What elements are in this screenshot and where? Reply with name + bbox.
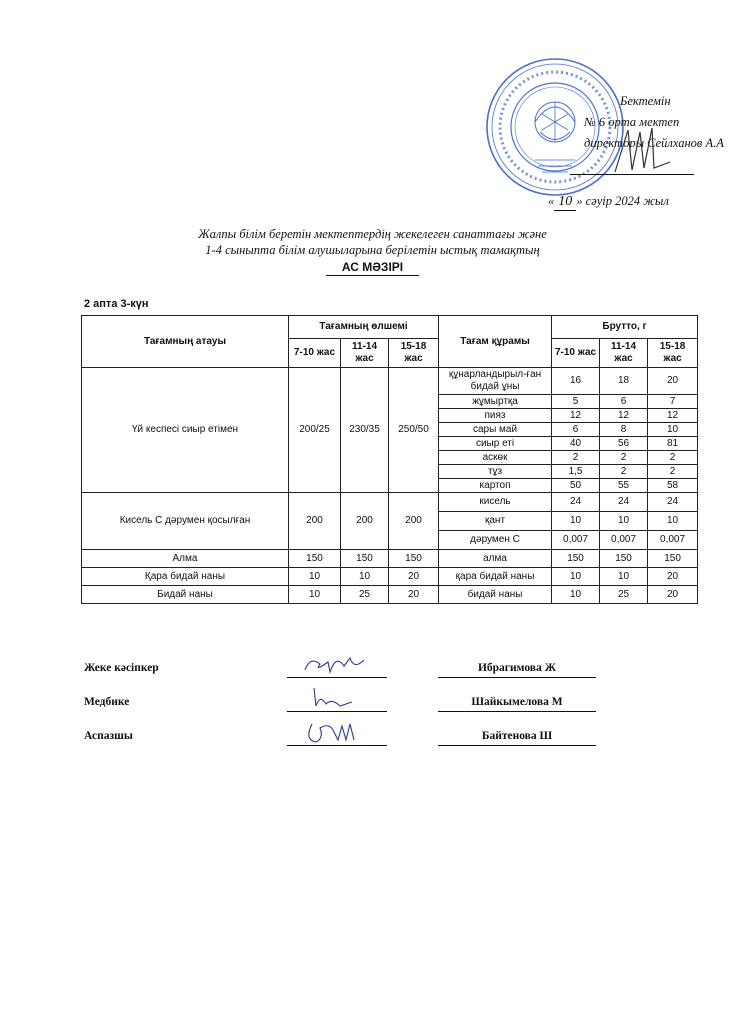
brutto-value: 50 [552, 479, 600, 493]
signature-row [0, 718, 745, 746]
brutto-value: 150 [648, 550, 698, 568]
approval-date: « 10 » сәуір 2024 жыл [548, 194, 669, 209]
brutto-value: 7 [648, 395, 698, 409]
signature-row [0, 650, 745, 678]
ingredient-name: қант [439, 512, 552, 531]
brutto-value: 18 [600, 368, 648, 395]
ingredient-name: сары май [439, 423, 552, 437]
brutto-value: 20 [648, 586, 698, 604]
brutto-value: 55 [600, 479, 648, 493]
dish-name: Бидай наны [82, 586, 289, 604]
header-brutto-age-11-14: 11-14 жас [600, 339, 648, 368]
header-brutto-age-7-10: 7-10 жас [552, 339, 600, 368]
portion-value: 200 [289, 493, 341, 550]
menu-title: АС МӘЗІРІ [326, 260, 419, 276]
handwritten-signature [300, 650, 370, 678]
portion-value: 25 [341, 586, 389, 604]
name-line [438, 711, 596, 712]
brutto-value: 6 [552, 423, 600, 437]
week-day-label: 2 апта 3-күн [84, 298, 149, 310]
header-age-11-14: 11-14 жас [341, 339, 389, 368]
portion-value: 20 [389, 568, 439, 586]
table-row [82, 493, 698, 512]
ingredient-name: кисель [439, 493, 552, 512]
signature-line [287, 677, 387, 678]
brutto-value: 0,007 [600, 531, 648, 550]
portion-value: 200 [341, 493, 389, 550]
portion-value: 150 [341, 550, 389, 568]
ingredient-name: аскөк [439, 451, 552, 465]
brutto-value: 25 [600, 586, 648, 604]
brutto-value: 81 [648, 437, 698, 451]
brutto-value: 150 [600, 550, 648, 568]
signature-name: Байтенова Ш [481, 730, 553, 742]
brutto-value: 1,5 [552, 465, 600, 479]
ingredient-name: қара бидай наны [439, 568, 552, 586]
header-portion: Тағамның өлшемі [289, 316, 439, 339]
approval-title: Бектемін [620, 94, 671, 108]
dish-name: Қара бидай наны [82, 568, 289, 586]
portion-value: 150 [289, 550, 341, 568]
brutto-value: 20 [648, 368, 698, 395]
document-title [0, 226, 745, 276]
brutto-value: 10 [600, 512, 648, 531]
signature-name: Ибрагимова Ж [477, 662, 557, 674]
ingredient-name: алма [439, 550, 552, 568]
brutto-value: 56 [600, 437, 648, 451]
brutto-value: 24 [600, 493, 648, 512]
portion-value: 200/25 [289, 368, 341, 493]
name-line [438, 745, 596, 746]
brutto-value: 40 [552, 437, 600, 451]
brutto-value: 0,007 [648, 531, 698, 550]
ingredient-name: картоп [439, 479, 552, 493]
header-dish-name: Тағамның атауы [82, 316, 289, 368]
signature-role: Медбике [84, 696, 130, 708]
header-brutto: Брутто, г [552, 316, 698, 339]
ingredient-name: дәрумен С [439, 531, 552, 550]
brutto-value: 10 [552, 586, 600, 604]
signature-row [0, 684, 745, 712]
portion-value: 20 [389, 586, 439, 604]
approval-date-rest: сәуір 2024 жыл [585, 194, 669, 208]
handwritten-signature [300, 718, 370, 746]
approval-sign-line [570, 174, 694, 175]
portion-value: 230/35 [341, 368, 389, 493]
brutto-value: 5 [552, 395, 600, 409]
title-line-1: Жалпы білім беретін мектептердің жекелеген санаттағы және [198, 227, 547, 241]
signature-line [287, 711, 387, 712]
brutto-value: 2 [648, 451, 698, 465]
approval-date-day: 10 [554, 194, 576, 211]
header-age-15-18: 15-18 жас [389, 339, 439, 368]
portion-value: 200 [389, 493, 439, 550]
brutto-value: 58 [648, 479, 698, 493]
ingredient-name: пияз [439, 409, 552, 423]
brutto-value: 20 [648, 568, 698, 586]
brutto-value: 8 [600, 423, 648, 437]
brutto-value: 6 [600, 395, 648, 409]
portion-value: 250/50 [389, 368, 439, 493]
header-composition: Тағам құрамы [439, 316, 552, 368]
approval-school: № 6 орта мектеп [584, 115, 680, 129]
dish-name: Кисель С дәрумен қосылған [82, 493, 289, 550]
portion-value: 10 [289, 586, 341, 604]
brutto-value: 10 [648, 512, 698, 531]
brutto-value: 2 [600, 465, 648, 479]
signature-role: Аспазшы [84, 730, 133, 742]
director-signature [610, 122, 680, 177]
ingredient-name: құнарландырыл-ған бидай ұны [439, 368, 552, 395]
portion-value: 10 [289, 568, 341, 586]
table-row [82, 568, 698, 586]
name-line [438, 677, 596, 678]
brutto-value: 24 [648, 493, 698, 512]
brutto-value: 10 [600, 568, 648, 586]
brutto-value: 12 [600, 409, 648, 423]
table-row [82, 586, 698, 604]
menu-table [81, 315, 698, 604]
brutto-value: 16 [552, 368, 600, 395]
brutto-value: 24 [552, 493, 600, 512]
approval-director: директоры Сейлханов А.А [584, 136, 724, 150]
handwritten-signature [300, 684, 370, 712]
table-row [82, 550, 698, 568]
header-brutto-age-15-18: 15-18 жас [648, 339, 698, 368]
signature-line [287, 745, 387, 746]
dish-name: Үй кеспесі сиыр етімен [82, 368, 289, 493]
brutto-value: 10 [552, 512, 600, 531]
brutto-value: 12 [552, 409, 600, 423]
brutto-value: 150 [552, 550, 600, 568]
ingredient-name: сиыр еті [439, 437, 552, 451]
brutto-value: 2 [600, 451, 648, 465]
ingredient-name: тұз [439, 465, 552, 479]
dish-name: Алма [82, 550, 289, 568]
ingredient-name: жұмыртқа [439, 395, 552, 409]
approval-block [480, 52, 724, 212]
table-row [82, 368, 698, 395]
brutto-value: 12 [648, 409, 698, 423]
header-age-7-10: 7-10 жас [289, 339, 341, 368]
brutto-value: 2 [552, 451, 600, 465]
signature-name: Шайкымелова М [471, 696, 563, 708]
brutto-value: 10 [648, 423, 698, 437]
portion-value: 10 [341, 568, 389, 586]
brutto-value: 0,007 [552, 531, 600, 550]
portion-value: 150 [389, 550, 439, 568]
title-line-2: 1-4 сыныпта білім алушыларына берілетін ыстық тамақтың [205, 243, 540, 257]
signature-role: Жеке кәсіпкер [84, 662, 159, 674]
brutto-value: 10 [552, 568, 600, 586]
brutto-value: 2 [648, 465, 698, 479]
ingredient-name: бидай наны [439, 586, 552, 604]
